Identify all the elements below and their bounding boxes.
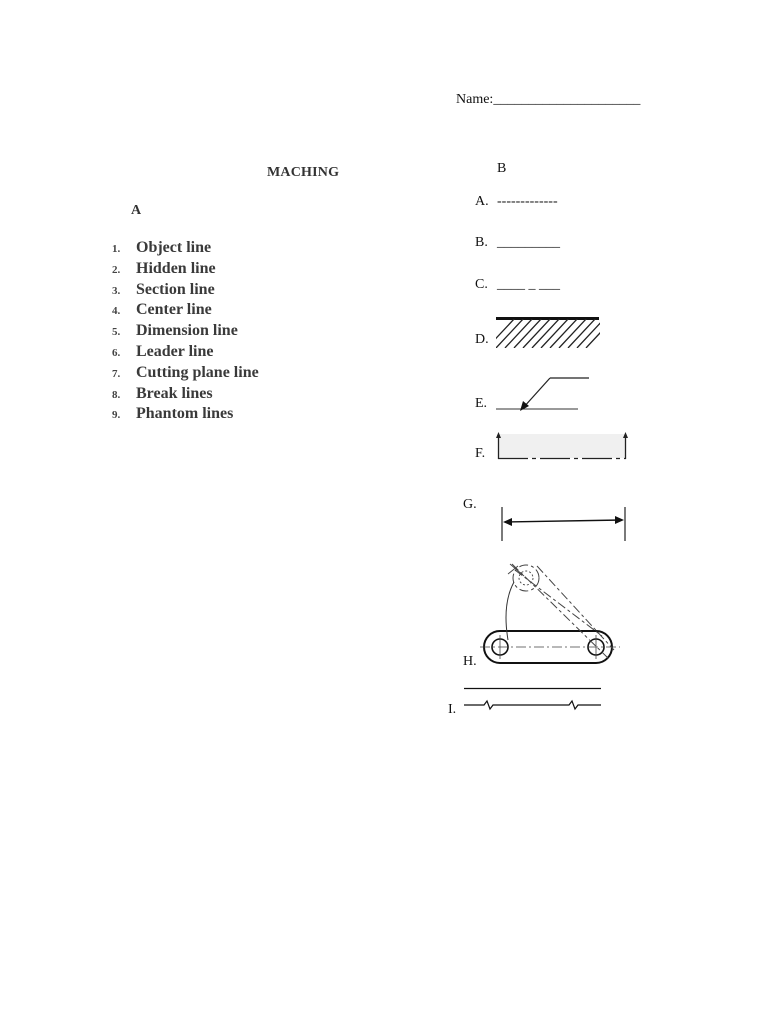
list-item — [112, 321, 259, 342]
column-a-heading: A — [131, 203, 142, 218]
item-number: 5. — [112, 326, 121, 339]
leader-line-drawing — [496, 374, 592, 414]
dimension-line-drawing — [499, 505, 629, 543]
option-letter-e: E. — [475, 396, 488, 411]
name-field-label: Name:_____________________ — [456, 92, 641, 107]
list-item — [112, 342, 259, 363]
option-letter-i: I. — [448, 702, 457, 717]
item-number: 6. — [112, 346, 121, 359]
item-number: 1. — [112, 243, 121, 255]
list-item — [112, 404, 259, 425]
list-item — [112, 259, 259, 280]
list-item — [112, 384, 259, 405]
option-letter-g: G. — [463, 497, 477, 512]
item-text: Phantom lines — [136, 405, 234, 423]
option-letter-d: D. — [475, 332, 489, 347]
item-text: Center line — [136, 301, 212, 319]
break-lines-drawing — [462, 684, 604, 716]
list-item — [112, 363, 259, 384]
item-number: 8. — [112, 388, 121, 401]
item-text: Cutting plane line — [136, 363, 259, 381]
item-text: Break lines — [136, 384, 213, 402]
item-text: Hidden line — [136, 259, 216, 277]
item-number: 3. — [112, 284, 121, 297]
section-hatch-drawing — [496, 316, 600, 348]
item-text: Dimension line — [136, 322, 238, 340]
phantom-lines-drawing — [478, 560, 624, 672]
item-text: Object line — [136, 239, 212, 256]
worksheet-title: MACHING — [267, 165, 340, 180]
option-letter-h: H. — [463, 654, 477, 669]
list-item — [112, 238, 259, 259]
item-number: 9. — [112, 409, 121, 422]
item-text: Section line — [136, 280, 215, 298]
column-a-list — [112, 238, 259, 425]
option-c-sample: ____ _ ___ — [497, 277, 560, 292]
list-item — [112, 280, 259, 301]
item-number: 4. — [112, 305, 121, 318]
list-item — [112, 300, 259, 321]
item-number: 2. — [112, 263, 121, 276]
column-b-heading: B — [497, 161, 507, 176]
item-number: 7. — [112, 367, 121, 380]
option-a-sample: ------------- — [497, 194, 558, 209]
option-letter-f: F. — [475, 446, 486, 461]
option-b-sample: _________ — [497, 235, 560, 250]
item-text: Leader line — [136, 342, 214, 360]
option-letter-c: C. — [475, 277, 488, 292]
option-letter-b: B. — [475, 235, 488, 250]
cutting-plane-drawing — [496, 431, 628, 461]
option-letter-a: A. — [475, 194, 489, 209]
